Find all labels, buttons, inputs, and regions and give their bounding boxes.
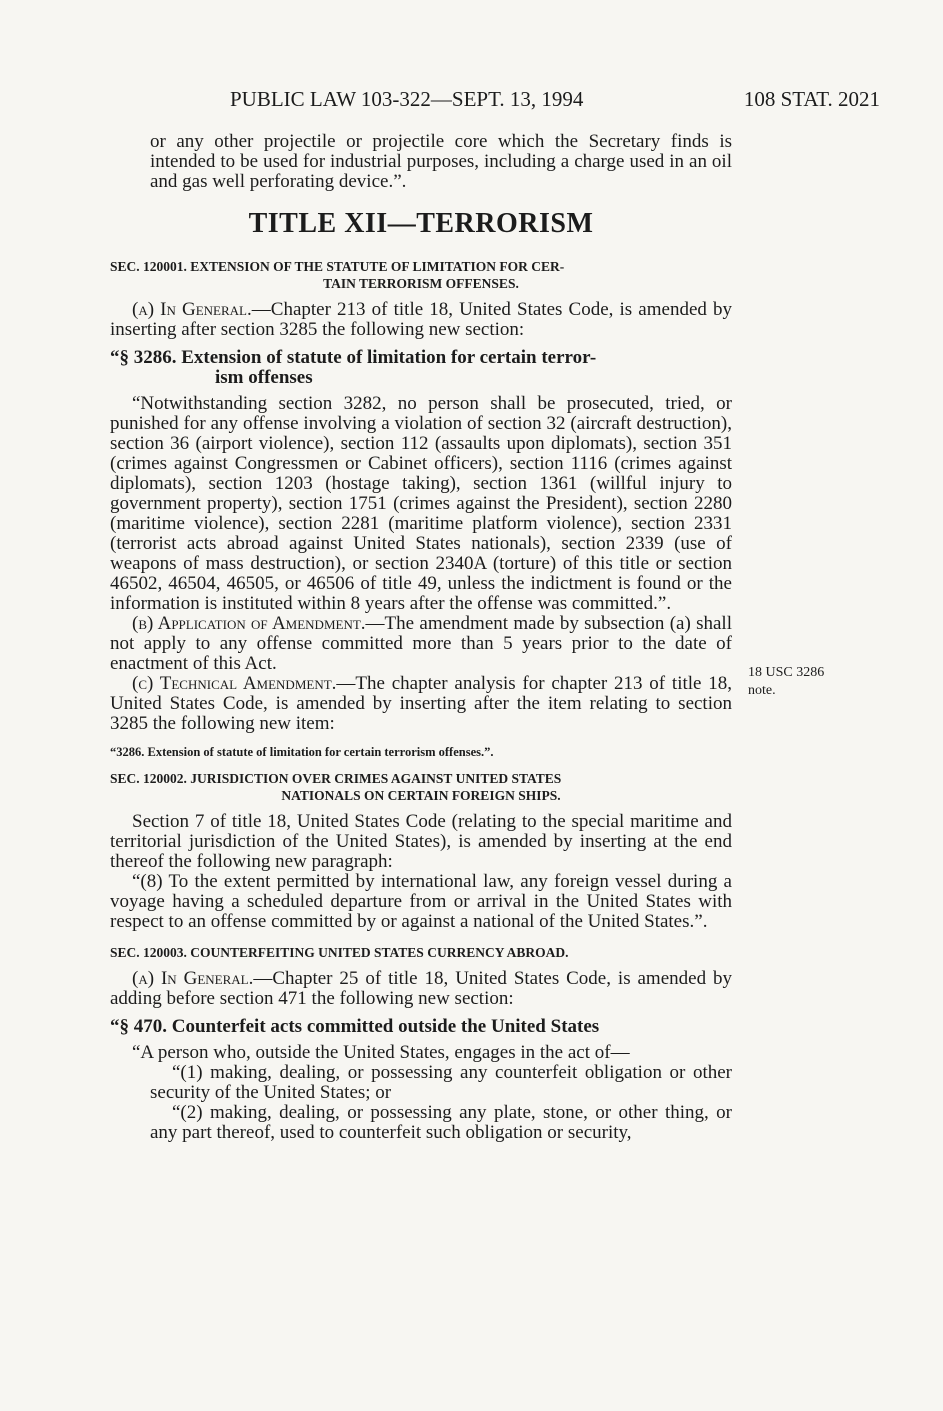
new-section-3286-title — [110, 348, 732, 388]
document-body — [110, 132, 732, 1143]
section-heading-line1: SEC. 120002. JURISDICTION OVER CRIMES AGAINST UNITED STATES — [110, 771, 562, 786]
subsection-label: (c) Technical Amendment. — [132, 673, 337, 694]
subsection-text: —Chapter 213 of title 18, United States Code, is amended by inserting after section 3285 the following new section: — [110, 299, 733, 340]
subsection-a — [110, 969, 732, 1009]
section-heading-line2: NATIONALS ON CERTAIN FOREIGN SHIPS. — [281, 788, 561, 803]
subsection-c — [110, 674, 732, 734]
margin-note — [748, 664, 824, 700]
subsection-a — [110, 300, 732, 340]
new-section-title-line1: “§ 3286. Extension of statute of limitation for certain terror- — [110, 347, 597, 368]
section-470-lead: “A person who, outside the United States, engages in the act of— — [132, 1042, 630, 1063]
section-120002-text: Section 7 of title 18, United States Code (relating to the special maritime and territorial jurisdiction of the United States), is amended by inserting at the end thereof the following new paragraph: — [110, 811, 732, 872]
new-section-title-line2: ism offenses — [215, 367, 313, 388]
section-120002-heading — [110, 770, 732, 804]
paragraph-2: “(2) making, dealing, or possessing any plate, stone, or other thing, or any part thereof, used to counterfeit such obligation or security, — [150, 1102, 732, 1143]
paragraph-1: “(1) making, dealing, or possessing any counterfeit obligation or other security of the United States; or — [150, 1062, 732, 1103]
quoted-section-text: “Notwithstanding section 3282, no person shall be prosecuted, tried, or punished for any offense involving a violation of section 32 (aircraft destruction), section 36 (airport violence), section 112 (assaults upon diplomats), section 351 (crimes against Congressmen or Cabinet officers), section 1116 (crimes against diplomats), section 1203 (hostage taking), section 1361 (willful injury to government property), section 1751 (crimes against the President), section 2280 (maritime violence), section 2281 (maritime platform violence), section 2331 (terrorist acts abroad against United States nationals), section 2339 (use of weapons of mass destruction), or section 2340A (torture) of this title or section 46502, 46504, 46505, or 46506 of title 49, unless the indictment is found or the information is instituted within 8 years after the offense was committed.”. — [110, 393, 732, 614]
quoted-paragraph-8: “(8) To the extent permitted by international law, any foreign vessel during a voyage having a scheduled departure from or arrival in the United States with respect to an offense committed by or against a national of the United States.”. — [110, 871, 732, 932]
margin-note-label: note. — [748, 683, 776, 698]
margin-note-citation: 18 USC 3286 — [748, 665, 825, 680]
statute-page-number: 108 STAT. 2021 — [743, 87, 880, 111]
title-heading: TITLE XII—TERRORISM — [248, 208, 594, 239]
section-120001-heading — [110, 258, 732, 292]
section-heading-line1: SEC. 120001. EXTENSION OF THE STATUTE OF LIMITATION FOR CER- — [110, 259, 565, 274]
subsection-label: (a) In General. — [132, 299, 252, 320]
public-law-citation: PUBLIC LAW 103-322—SEPT. 13, 1994 — [230, 87, 584, 111]
section-120003-heading — [110, 944, 732, 961]
subsection-b — [110, 614, 732, 674]
subsection-text: —Chapter 25 of title 18, United States Code, is amended by adding before section 471 the following new section: — [110, 968, 732, 1009]
intro-paragraph: or any other projectile or projectile core which the Secretary finds is intended to be used for industrial purposes, including a charge used in an oil and gas well perforating device.”. — [150, 131, 732, 192]
section-heading-line1: SEC. 120003. COUNTERFEITING UNITED STATES CURRENCY ABROAD. — [110, 945, 569, 960]
section-heading-line2: TAIN TERRORISM OFFENSES. — [323, 276, 519, 291]
chapter-analysis-item: “3286. Extension of statute of limitation for certain terrorism offenses.”. — [110, 745, 494, 759]
subsection-label: (b) Application of Amendment. — [132, 613, 366, 634]
new-section-470-title: “§ 470. Counterfeit acts committed outside the United States — [110, 1016, 600, 1037]
subsection-text: —The amendment made by subsection (a) shall not apply to any offense committed more than 5 years prior to the date of enactment of this Act. — [110, 613, 732, 674]
subsection-label: (a) In General. — [132, 968, 254, 989]
subsection-text: —The chapter analysis for chapter 213 of title 18, United States Code, is amended by inserting after the item relating to section 3285 the following new item: — [110, 673, 732, 734]
